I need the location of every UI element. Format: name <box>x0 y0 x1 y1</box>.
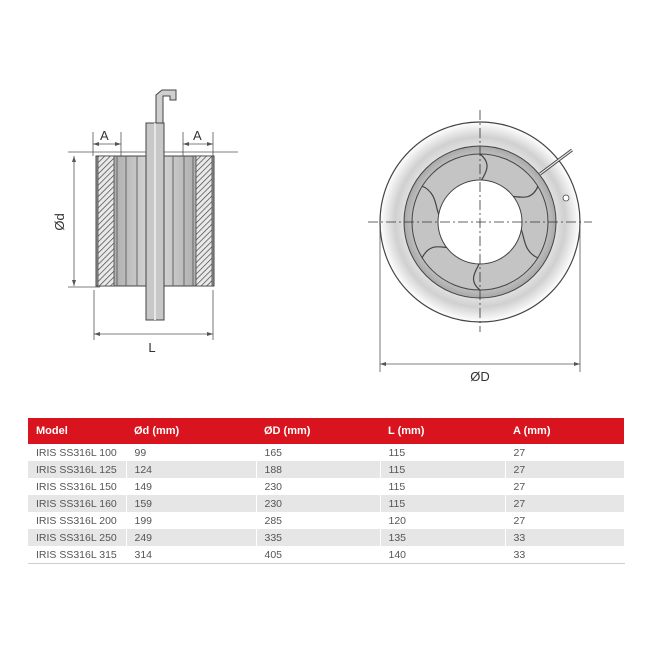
cell-a: 27 <box>505 512 624 529</box>
specification-table <box>28 418 625 564</box>
dim-d-label: Ød <box>52 213 67 231</box>
dim-a-left-label: A <box>100 128 109 143</box>
dim-D-label: ØD <box>470 369 490 384</box>
cell-inner-diameter: 159 <box>126 495 256 512</box>
header-length: L (mm) <box>380 418 505 444</box>
cell-model: IRIS SS316L 160 <box>28 495 126 512</box>
cell-inner-diameter: 199 <box>126 512 256 529</box>
cell-model: IRIS SS316L 315 <box>28 546 126 564</box>
cell-outer-diameter: 335 <box>256 529 380 546</box>
front-view-drawing <box>368 110 592 384</box>
cell-model: IRIS SS316L 200 <box>28 512 126 529</box>
cell-length: 120 <box>380 512 505 529</box>
table-row <box>28 495 624 512</box>
cell-model: IRIS SS316L 125 <box>28 461 126 478</box>
cell-inner-diameter: 149 <box>126 478 256 495</box>
cell-length: 115 <box>380 461 505 478</box>
cell-a: 33 <box>505 546 624 564</box>
cell-a: 27 <box>505 478 624 495</box>
cell-length: 115 <box>380 478 505 495</box>
cell-inner-diameter: 314 <box>126 546 256 564</box>
cell-inner-diameter: 99 <box>126 444 256 461</box>
cell-length: 115 <box>380 444 505 461</box>
cell-outer-diameter: 230 <box>256 495 380 512</box>
header-model: Model <box>28 418 126 444</box>
cell-length: 135 <box>380 529 505 546</box>
cell-a: 27 <box>505 495 624 512</box>
cell-model: IRIS SS316L 250 <box>28 529 126 546</box>
cell-a: 27 <box>505 461 624 478</box>
cell-inner-diameter: 249 <box>126 529 256 546</box>
cell-outer-diameter: 165 <box>256 444 380 461</box>
header-inner-diameter: Ød (mm) <box>126 418 256 444</box>
cell-inner-diameter: 124 <box>126 461 256 478</box>
table-header-row <box>28 418 624 444</box>
side-view-drawing <box>52 90 238 355</box>
cell-outer-diameter: 405 <box>256 546 380 564</box>
table-row <box>28 546 624 564</box>
table-row <box>28 461 624 478</box>
cell-outer-diameter: 188 <box>256 461 380 478</box>
table-row <box>28 444 624 461</box>
header-a: A (mm) <box>505 418 624 444</box>
cell-outer-diameter: 285 <box>256 512 380 529</box>
cell-model: IRIS SS316L 150 <box>28 478 126 495</box>
cell-a: 33 <box>505 529 624 546</box>
cell-outer-diameter: 230 <box>256 478 380 495</box>
table-row <box>28 512 624 529</box>
cell-a: 27 <box>505 444 624 461</box>
table-row <box>28 529 624 546</box>
cell-length: 115 <box>380 495 505 512</box>
cell-length: 140 <box>380 546 505 564</box>
cell-model: IRIS SS316L 100 <box>28 444 126 461</box>
dim-l-label: L <box>148 340 156 355</box>
dim-a-right-label: A <box>193 128 202 143</box>
header-outer-diameter: ØD (mm) <box>256 418 380 444</box>
table-row <box>28 478 624 495</box>
